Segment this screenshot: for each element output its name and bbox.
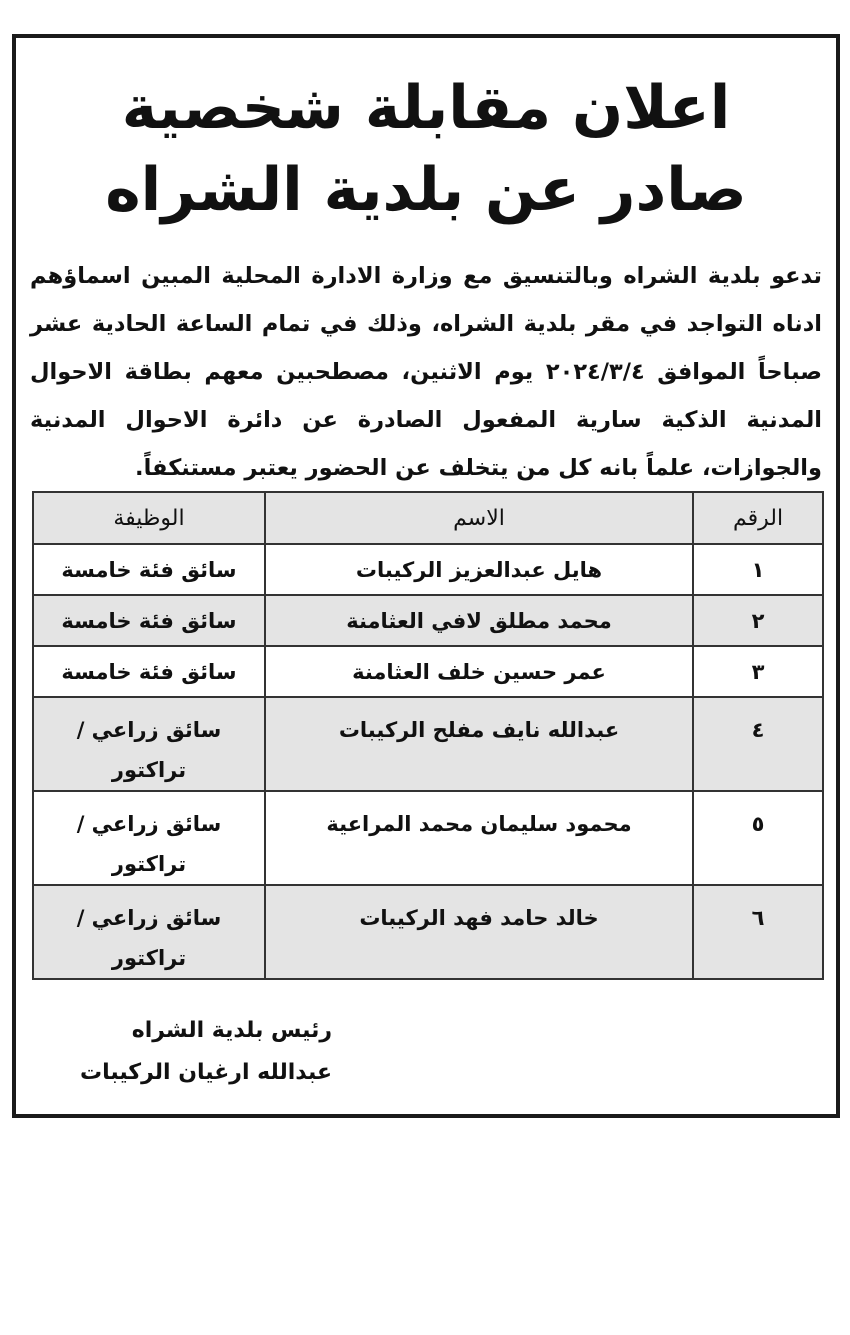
cell-job: سائق زراعي / تراكتور: [33, 791, 265, 885]
announcement-title: اعلان مقابلة شخصية: [121, 73, 731, 143]
signature-block: [32, 1010, 332, 1094]
cell-number: ٥: [693, 791, 823, 885]
announcement-frame: [12, 34, 840, 1118]
cell-job: سائق زراعي / تراكتور: [33, 885, 265, 979]
cell-number: ٦: [693, 885, 823, 979]
header-job: الوظيفة: [33, 492, 265, 544]
table-row: [33, 791, 823, 885]
header-number: الرقم: [693, 492, 823, 544]
cell-job: سائق فئة خامسة: [33, 595, 265, 646]
table-row: [33, 697, 823, 791]
announcement-body: تدعو بلدية الشراه وبالتنسيق مع وزارة الادارة المحلية المبين اسماؤهم ادناه التواجد في مقر بلدية الشراه، وذلك في تمام الساعة الحادية عشر صباحاً الموافق ٢٠٢٤/٣/٤ يوم الاثنين، مصطحبين معهم بطاقة الاحوال المدنية الذكية سارية المفعول الصادرة عن دائرة الاحوال المدنية والجوازات، علماً بانه كل من يتخلف عن الحضور يعتبر مستنكفاً.: [30, 263, 822, 481]
cell-name: هايل عبدالعزيز الركيبات: [265, 544, 693, 595]
cell-job: سائق فئة خامسة: [33, 646, 265, 697]
cell-number: ٢: [693, 595, 823, 646]
cell-number: ٤: [693, 697, 823, 791]
cell-number: ١: [693, 544, 823, 595]
cell-name: محمود سليمان محمد المراعية: [265, 791, 693, 885]
announcement-subtitle: صادر عن بلدية الشراه: [105, 155, 747, 225]
cell-job: سائق زراعي / تراكتور: [33, 697, 265, 791]
cell-job: سائق فئة خامسة: [33, 544, 265, 595]
header-name: الاسم: [265, 492, 693, 544]
cell-name: خالد حامد فهد الركيبات: [265, 885, 693, 979]
table-row: [33, 646, 823, 697]
cell-name: عبدالله نايف مفلح الركيبات: [265, 697, 693, 791]
table-header-row: [33, 492, 823, 544]
signature-title: رئيس بلدية الشراه: [131, 1018, 332, 1043]
table-row: [33, 595, 823, 646]
signature-name: عبدالله ارغيان الركيبات: [79, 1060, 332, 1085]
candidates-table: [32, 491, 824, 980]
cell-name: محمد مطلق لافي العثامنة: [265, 595, 693, 646]
cell-name: عمر حسين خلف العثامنة: [265, 646, 693, 697]
table-row: [33, 544, 823, 595]
table-row: [33, 885, 823, 979]
cell-number: ٣: [693, 646, 823, 697]
